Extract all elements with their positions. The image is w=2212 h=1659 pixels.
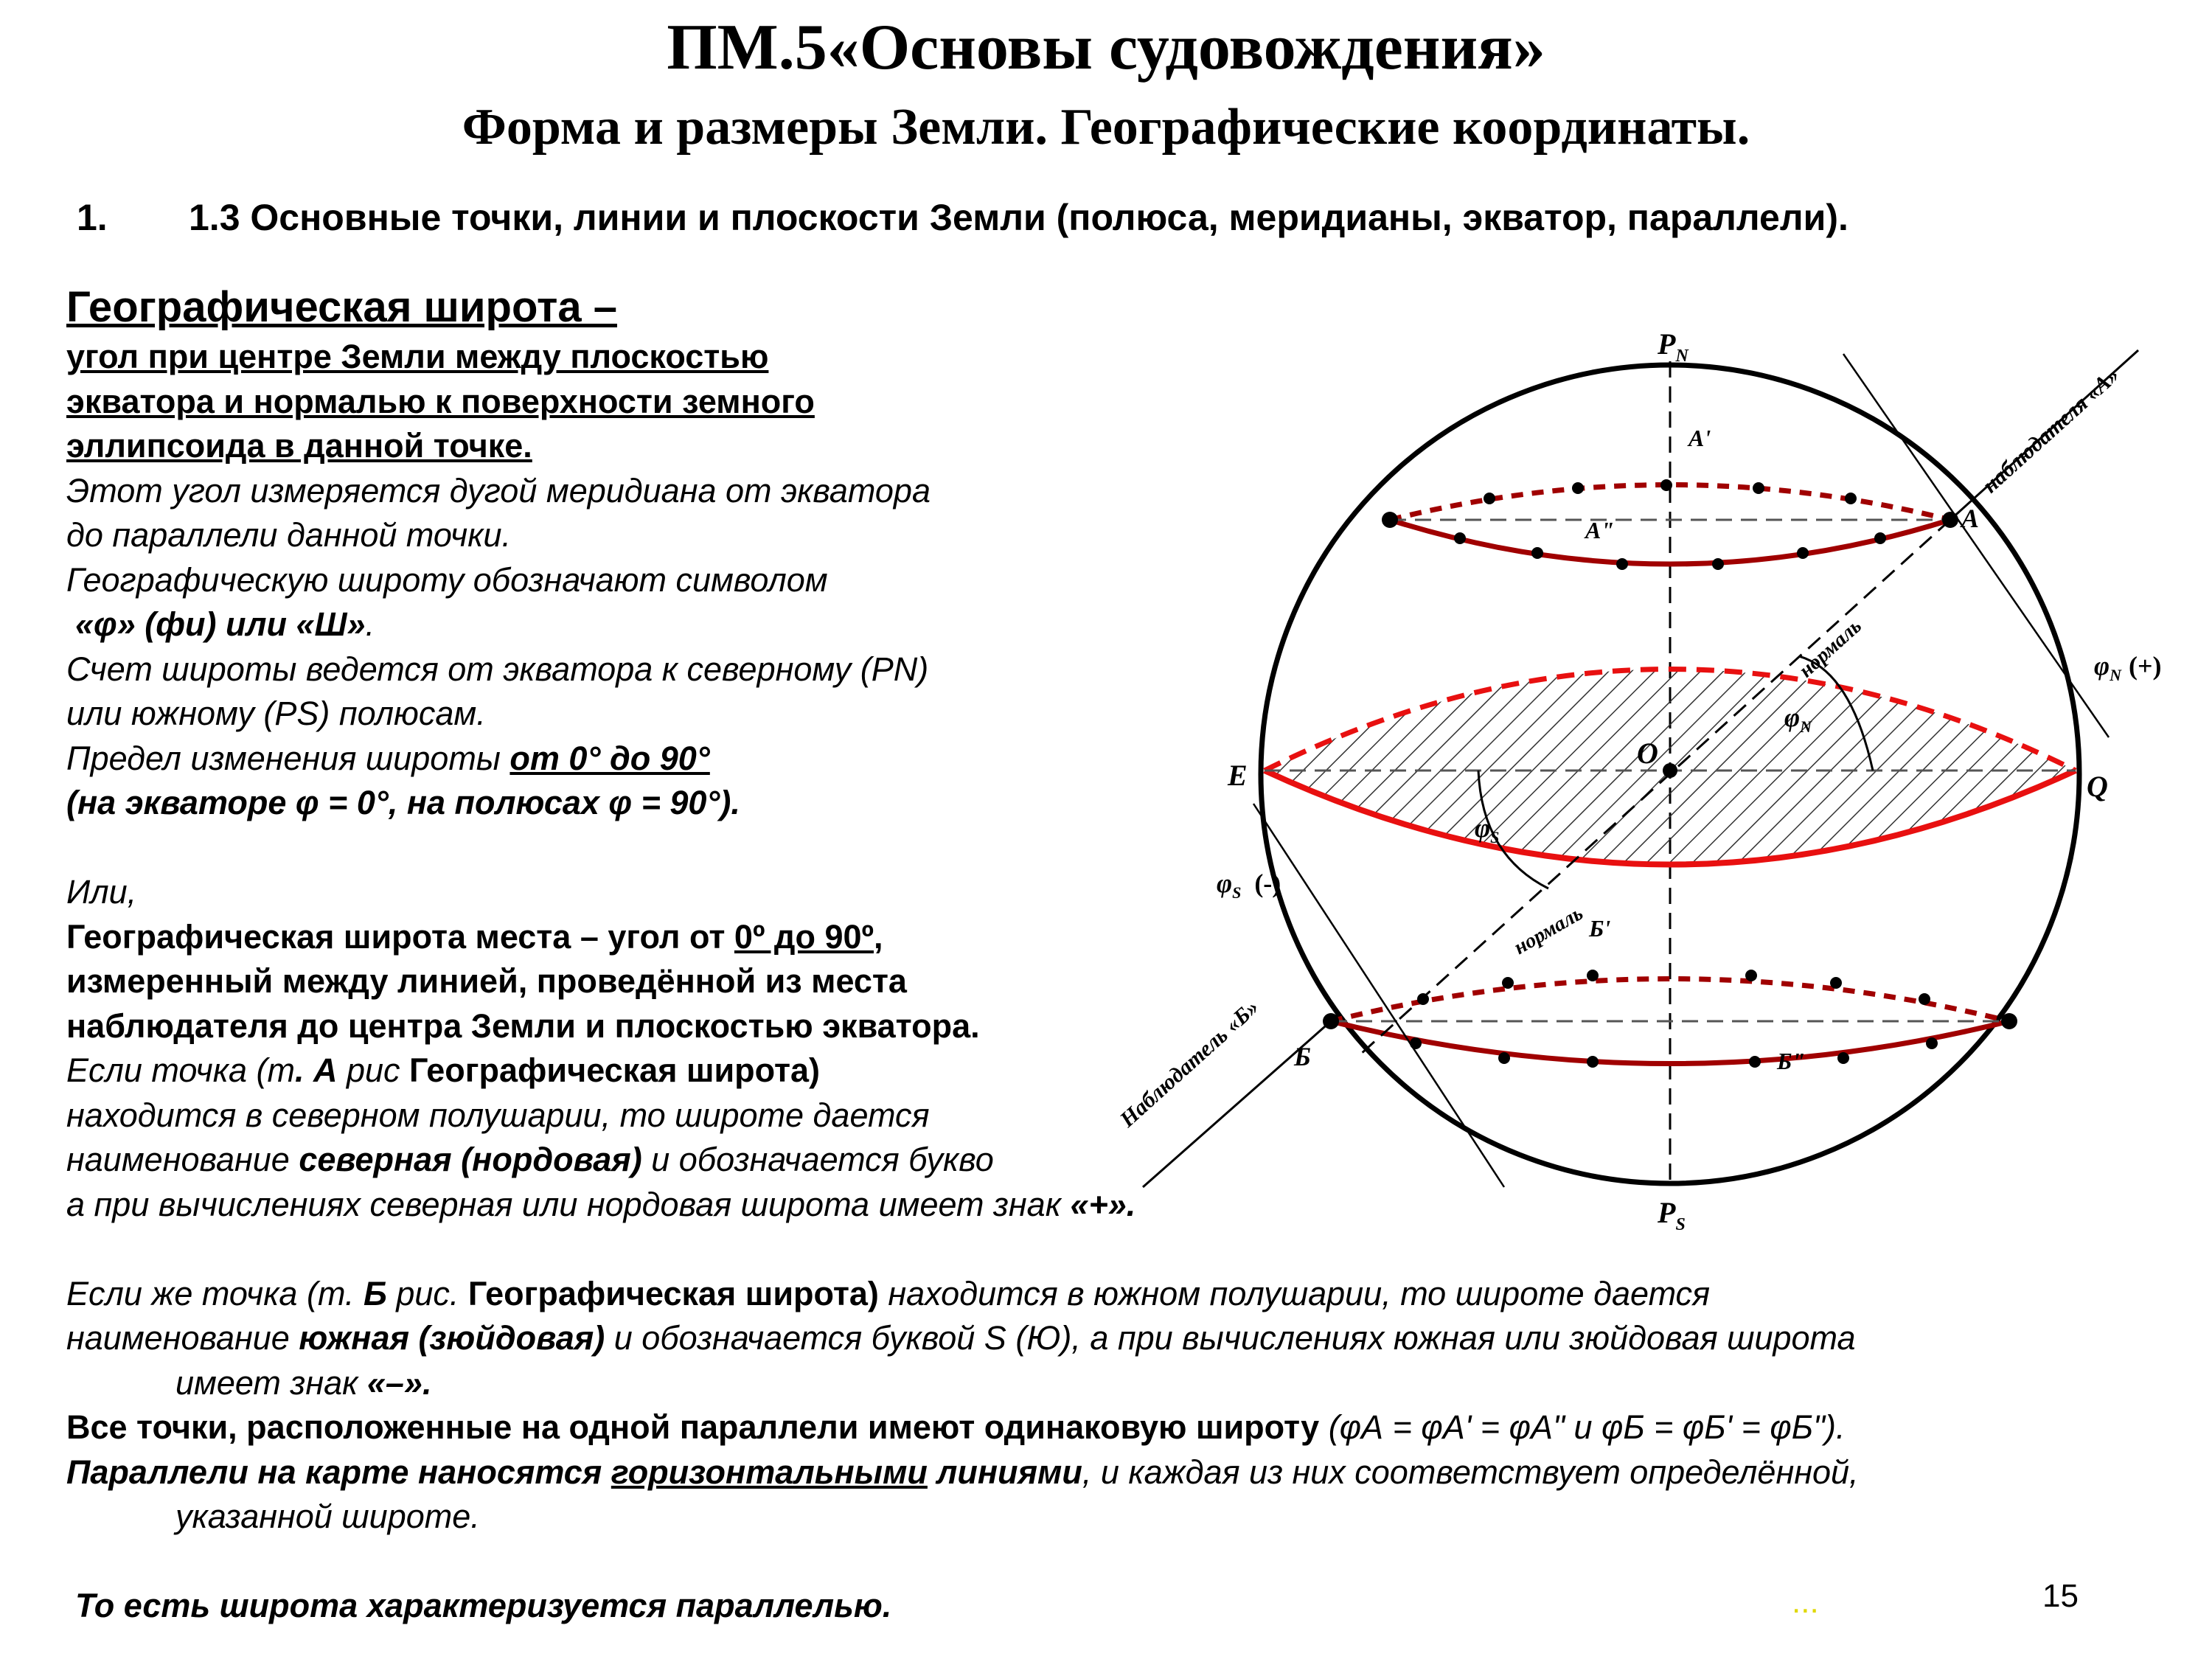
text-span: Параллели на карте наносятся: [66, 1453, 611, 1491]
text-line: или южному (PS) полюсам.: [66, 695, 486, 732]
label-normal-a: нормаль: [1794, 614, 1866, 683]
label-e: E: [1228, 759, 1248, 792]
definition-line: эллипсоида в данной точке.: [66, 427, 532, 465]
text-span: наименование: [66, 1141, 299, 1178]
label-o: O: [1637, 737, 1658, 770]
text-span: рис.: [386, 1274, 468, 1312]
text-span: линиями: [927, 1453, 1082, 1491]
text-span: , и каждая из них соответствует определённой,: [1082, 1453, 1859, 1491]
text-span: ,: [873, 917, 883, 956]
label-phi-n-sign: $\varphi_N$ (+): [2094, 651, 2162, 684]
text-span: Все точки, расположенные на одной параллели имеют одинаковую широту: [66, 1408, 1320, 1446]
text-line: наблюдателя до центра Земли и плоскостью экватора.: [66, 1006, 980, 1045]
footer-dots: ...: [1792, 1584, 1819, 1620]
latitude-diagram: [1106, 324, 2197, 1234]
label-a2: A": [1585, 517, 1615, 543]
text-line: [66, 1450, 2146, 1495]
slide-subtitle: Форма и размеры Земли. Географические координаты.: [462, 99, 1750, 156]
label-q: Q: [2087, 770, 2108, 803]
spacer: [66, 1540, 2146, 1585]
label-b1: Б': [1589, 915, 1611, 942]
text-span: Если же точка (т.: [66, 1274, 364, 1312]
label-observer-a: наблюдателя «А»: [1978, 363, 2124, 498]
section-number: 1.: [77, 197, 108, 238]
latitude-range-alt: 0º до 90º: [734, 917, 874, 956]
definition-term: Географическая широта –: [66, 283, 617, 331]
text-line: [66, 1405, 2146, 1450]
label-b: Б: [1294, 1042, 1311, 1071]
text-span: Географическая широта места – угол от: [66, 917, 734, 956]
text-span: наименование: [66, 1319, 299, 1357]
section-text: 1.3 Основные точки, линии и плоскости Земли (полюса, меридианы, экватор, параллели).: [189, 197, 1848, 238]
label-phi-s: $\varphi_S$: [1475, 813, 1500, 846]
text-line: Счет широты ведется от экватора к северному (PN): [66, 650, 929, 688]
text-span: имеет знак: [175, 1363, 367, 1402]
text-span: .: [365, 605, 375, 643]
text-span: и обозначается букво: [641, 1141, 994, 1178]
conclusion: То есть широта характеризуется параллелью.: [75, 1587, 892, 1624]
slide-title: ПМ.5«Основы судовождения»: [667, 12, 1545, 83]
text-line: до параллели данной точки.: [66, 516, 511, 554]
text-line: [66, 1361, 2146, 1406]
text-span: Если точка (т: [66, 1051, 295, 1089]
text-span: . А: [294, 1051, 338, 1089]
text-line: (на экваторе φ = 0°, на полюсах φ = 90°).: [66, 784, 740, 821]
section-heading: [77, 193, 1848, 242]
page-number: 15: [2042, 1578, 2079, 1614]
definition-line: угол при центре Земли между плоскостью: [66, 338, 769, 375]
globe-figure: [1106, 324, 2197, 1234]
label-pn: $P_N$: [1658, 327, 1688, 366]
label-observer-b: Наблюдатель «Б»: [1115, 995, 1264, 1133]
label-a1: A': [1688, 425, 1711, 451]
text-span: а при вычислениях северная или нордовая широта имеет знак: [66, 1185, 1071, 1223]
definition-line: экватора и нормалью к поверхности земного: [66, 382, 815, 420]
text-span: горизонтальными: [611, 1453, 928, 1491]
label-phi-n: $\varphi_N$: [1784, 703, 1812, 736]
text-line: Или,: [66, 873, 137, 911]
spacer: [66, 1227, 2146, 1272]
tangent-b: [1253, 804, 1504, 1187]
text-span: Географическая широта): [409, 1051, 821, 1089]
text-line: Географическую широту обозначают символом: [66, 560, 828, 599]
label-a: A: [1961, 504, 1980, 533]
latitude-range: от 0° до 90°: [509, 739, 710, 777]
label-ps: $P_S$: [1658, 1196, 1686, 1234]
text-span: северная (нордовая): [299, 1141, 642, 1178]
symbol-name: «φ» (фи) или «Ш»: [75, 605, 366, 643]
text-span: «–».: [366, 1363, 432, 1402]
text-span: Б: [363, 1274, 387, 1312]
text-line: [66, 1272, 2146, 1317]
text-span: и обозначается буквой S (Ю), а при вычислениях южная или зюйдовая широта: [605, 1319, 1856, 1357]
label-b2: Б": [1777, 1048, 1806, 1074]
text-span: находится в южном полушарии, то широте дается: [878, 1274, 1711, 1312]
text-span: южная (зюйдовая): [299, 1319, 605, 1357]
label-normal-b: нормаль: [1510, 901, 1587, 960]
label-phi-s-sign: $\varphi_S$ (-): [1217, 869, 1281, 902]
text-line: измеренный между линией, проведённой из места: [66, 962, 907, 1000]
text-span: Предел изменения широты: [66, 739, 510, 777]
text-line: [66, 1316, 2146, 1361]
text-span: рис: [337, 1051, 410, 1089]
text-line: Этот угол измеряется дугой меридиана от экватора: [66, 471, 931, 509]
text-span: (φА = φА' = φА" и φБ = φБ' = φБ").: [1319, 1408, 1846, 1446]
text-line: находится в северном полушарии, то широте дается: [66, 1096, 930, 1134]
text-span: «+».: [1070, 1185, 1136, 1223]
text-line: указанной широте.: [175, 1498, 480, 1535]
text-span: Географическая широта): [467, 1274, 879, 1312]
